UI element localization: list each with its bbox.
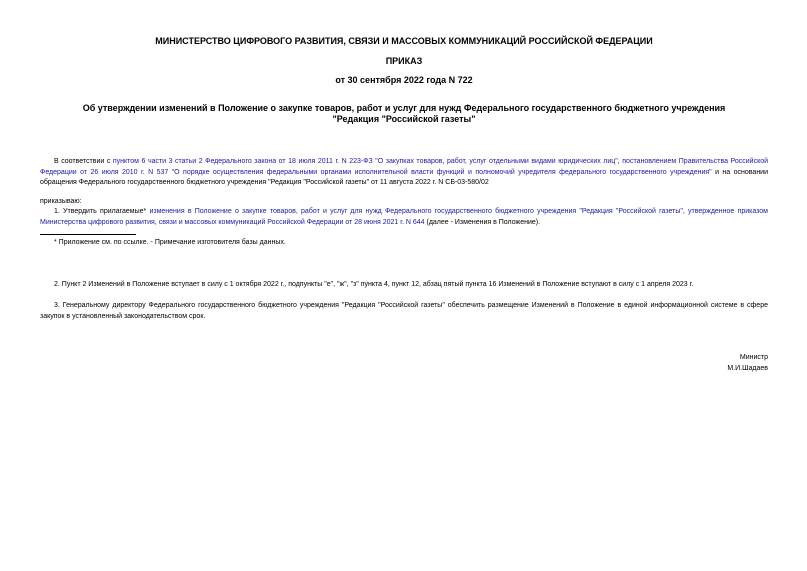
document-page: [40, 0, 768, 571]
item-3-paragraph: 3. Генеральному директору Федерального государственного бюджетного учреждения "Редакция "Российской газеты" обеспечить размещение Изменений в Положение в единой информационной системе в сфере закупок в установленный законодательством срок.: [40, 302, 768, 320]
footnote-divider: [40, 234, 136, 235]
item-1-paragraph: [40, 207, 768, 228]
changes-regulation-link[interactable]: изменения в Положение о закупке товаров, работ и услуг для нужд Федерального государственного бюджетного учреждения "Редакция "Российской газеты", утвержденное приказом Министерства цифрового развития, связи и массовых коммуникаций Российской Федерации от 28 июня 2021 г. N 644: [40, 208, 768, 226]
doc-type-heading: ПРИКАЗ: [385, 56, 423, 66]
government-decree-link[interactable]: постановлением Правительства Российской Федерации от 26 июля 2010 г. N 537 "О порядке осуществления федеральными органами исполнительной власти функций и полномочий учредителя федерального государственного учреждения": [40, 158, 769, 176]
item-2-paragraph: 2. Пункт 2 Изменений в Положение вступает в силу с 1 октября 2022 г., подпункты "е", "ж", "з" пункта 4, пункт 12, абзац пятый пункта 16 Изменений в Положение вступают в силу с 1 апреля 2023 г.: [54, 281, 694, 288]
signature-position: Министр: [739, 354, 768, 361]
basis-separator: ,: [617, 158, 623, 165]
footnote: * Приложение см. по ссылке. - Примечание изготовителя базы данных.: [54, 239, 286, 246]
item-1-lead: 1. Утвердить прилагаемые*: [54, 208, 150, 215]
decree-word: приказываю:: [40, 198, 82, 205]
order-title: Об утверждении изменений в Положение о закупке товаров, работ и услуг для нужд Федерального государственного бюджетного учреждения "Редакция "Российской газеты": [82, 103, 726, 124]
item-1-tail: (далее - Изменения в Положение).: [424, 218, 541, 226]
basis-paragraph: [40, 157, 768, 189]
federal-law-link[interactable]: пунктом 6 части 3 статьи 2 Федерального закона от 18 июля 2011 г. N 223-ФЗ "О закупках товаров, работ, услуг отдельными видами юридических лиц": [112, 158, 618, 165]
signature-name: М.И.Шадаев: [727, 365, 768, 372]
basis-tail: и на основании обращения Федерального государственного бюджетного учреждения "Редакция "Российской газеты" от 11 августа 2022 г. N СБ-03-580/02: [40, 168, 768, 186]
ministry-heading: МИНИСТЕРСТВО ЦИФРОВОГО РАЗВИТИЯ, СВЯЗИ И МАССОВЫХ КОММУНИКАЦИЙ РОССИЙСКОЙ ФЕДЕРАЦИИ: [155, 36, 653, 46]
basis-lead: В соответствии с: [54, 158, 113, 165]
order-date-number: от 30 сентября 2022 года N 722: [335, 75, 473, 85]
